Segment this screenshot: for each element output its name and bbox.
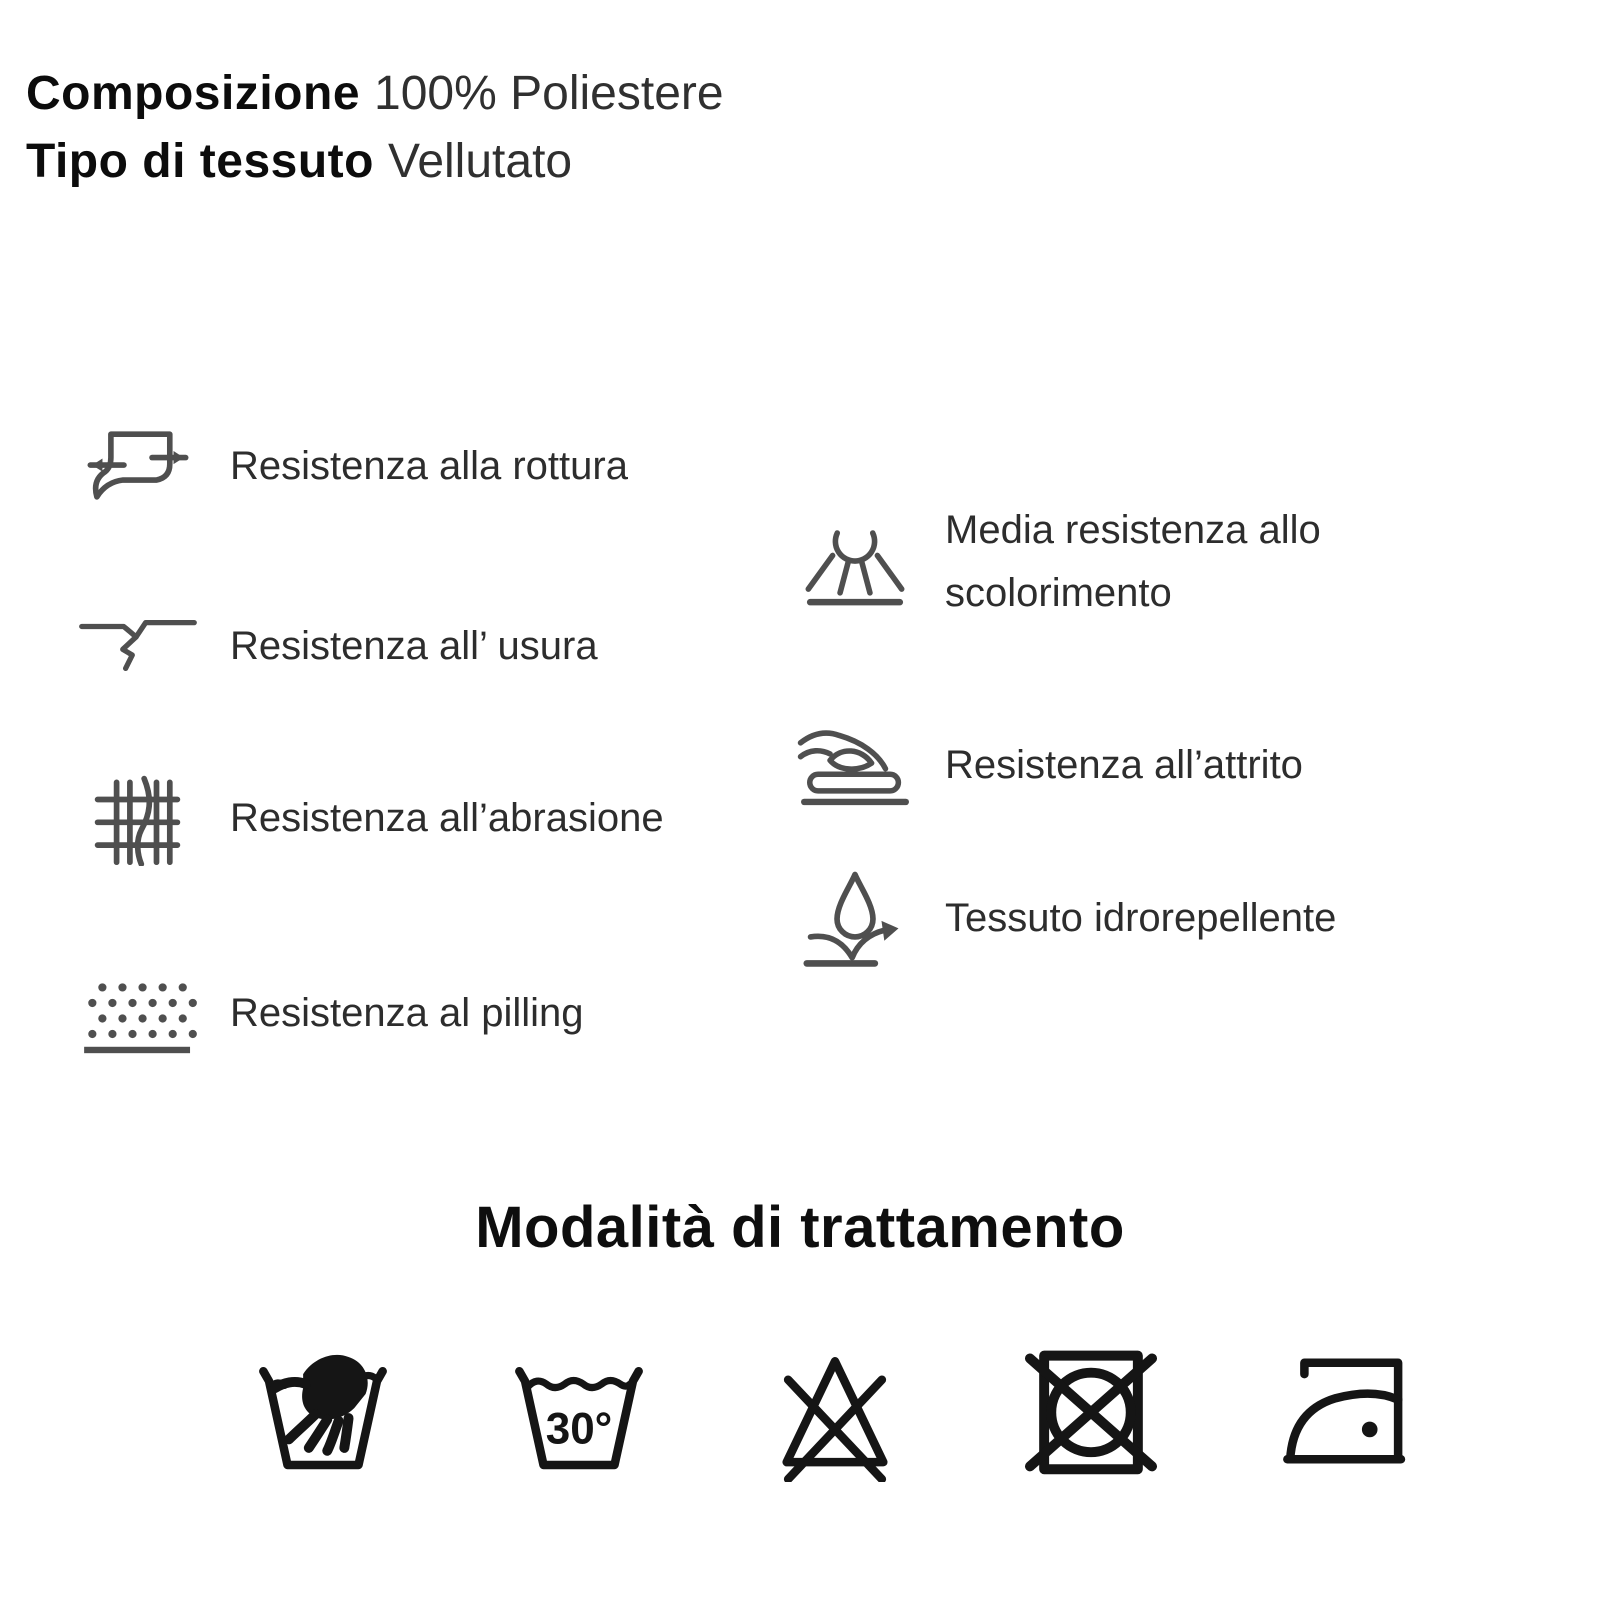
wash-30-icon [508,1340,650,1482]
do-not-tumble-dry-icon [1020,1340,1162,1482]
feature-tear-resistance [70,416,628,516]
tear-resistance-icon [70,423,205,509]
feature-water-repellent [795,856,1336,980]
feature-label: Resistenza all’attrito [945,742,1303,787]
feature-abrasion-resistance [70,762,664,874]
feature-label: Resistenza all’abrasione [230,795,664,840]
composition-label: Composizione [26,67,361,120]
iron-low-icon [1276,1340,1418,1482]
feature-label: Tessuto idrorepellente [945,895,1337,940]
fade-resistance-icon [795,514,915,610]
feature-label: Resistenza al pilling [230,990,584,1035]
fabric-type-label: Tipo di tessuto [26,135,374,188]
wear-resistance-icon [70,610,205,682]
fabric-type-line [26,128,724,196]
feature-wear-resistance [70,600,598,692]
treatment-title: Modalità di trattamento [475,1195,1125,1260]
care-symbols-row [0,1340,1600,1482]
pilling-resistance-icon [70,969,205,1057]
composition-line [26,60,724,128]
feature-pilling-resistance [70,956,584,1070]
wash-temperature-text: 30° [545,1404,613,1454]
product-info-header [26,60,724,196]
abrasion-resistance-icon [70,771,205,866]
fabric-type-value: Vellutato [387,135,573,188]
friction-resistance-icon [795,721,915,809]
hand-wash-icon [252,1340,394,1482]
composition-value: 100% Poliestere [374,67,724,120]
water-repellent-icon [795,864,915,972]
feature-label: Media resistenza allo scolorimento [945,508,1321,615]
feature-label: Resistenza all’ usura [230,623,598,668]
do-not-bleach-icon [764,1340,906,1482]
feature-friction-resistance [795,713,1303,817]
feature-label: Resistenza alla rottura [230,443,628,488]
feature-fade-resistance [795,499,1435,625]
